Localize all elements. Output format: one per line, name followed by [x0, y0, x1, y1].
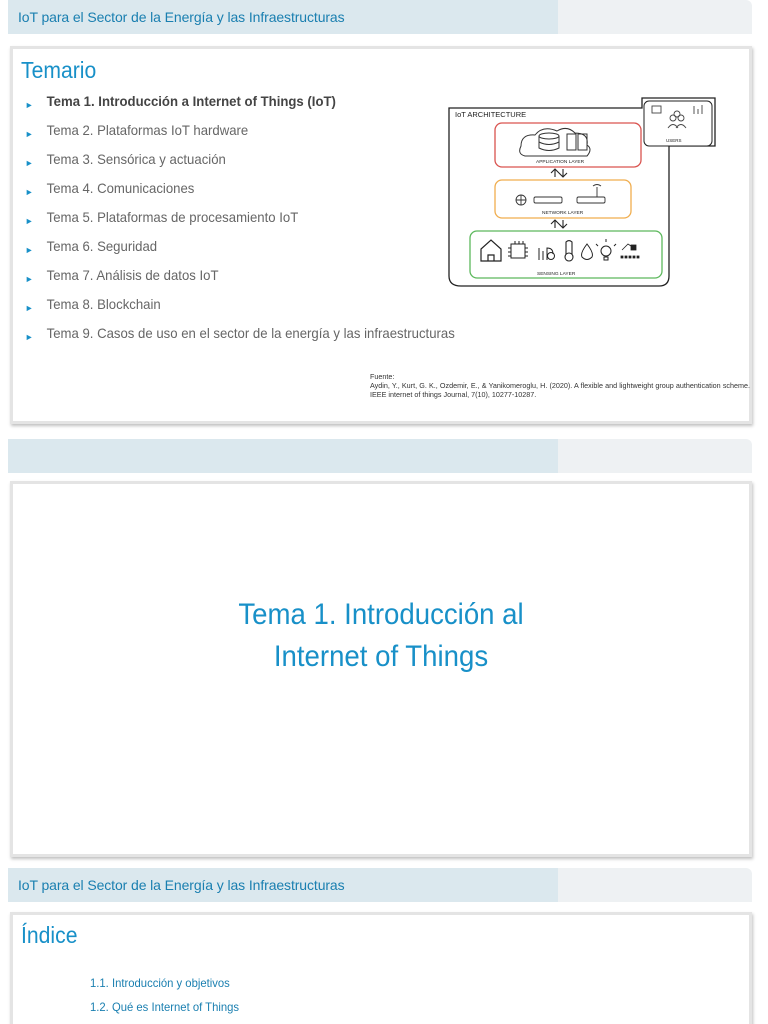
water-drop-icon [582, 244, 593, 260]
bullet-icon: ► [25, 245, 34, 255]
bullet-icon: ► [25, 216, 34, 226]
fuente-label: Fuente: [370, 372, 395, 381]
fuente-text: Aydin, Y., Kurt, G. K., Ozdemir, E., & Yanikomeroglu, H. (2020). A flexible and lightweight group authentication scheme. IEEE internet of things Journal, 7(10), 10277-10287. [370, 381, 750, 399]
topic-item: ► Tema 6. Seguridad [25, 237, 455, 266]
chip-icon [508, 241, 528, 258]
course-title: IoT para el Sector de la Energía y las Infraestructuras [18, 877, 345, 893]
users-label: USERS [666, 138, 682, 143]
topic-item: ► Tema 5. Plataformas de procesamiento IoT [25, 208, 455, 237]
bullet-icon: ► [25, 129, 34, 139]
header-bar-3 [8, 868, 752, 902]
topic-item: ► Tema 7. Análisis de datos IoT [25, 266, 455, 295]
smart-home-icon [481, 240, 501, 261]
topic-item: ► Tema 2. Plataformas IoT hardware [25, 121, 455, 150]
header-bar-2 [8, 439, 752, 473]
bullet-icon: ► [25, 187, 34, 197]
architecture-title: IoT ARCHITECTURE [455, 110, 527, 119]
arrow-icon [551, 220, 567, 228]
application-layer-label: APPLICATION LAYER [536, 160, 585, 165]
topic-item: ► Tema 9. Casos de uso en el sector de la energía y las infraestructuras [25, 324, 455, 353]
topic-item: ► Tema 1. Introducción a Internet of Things (IoT) [25, 92, 455, 121]
bullet-icon: ► [25, 158, 34, 168]
server-icon [567, 134, 587, 150]
slide-title: Temario [21, 57, 97, 83]
fuente-citation [370, 372, 750, 399]
arrow-icon [551, 169, 567, 177]
bullet-icon: ► [25, 303, 34, 313]
topic-item: ► Tema 8. Blockchain [25, 295, 455, 324]
tema-title [42, 594, 719, 678]
iot-architecture-diagram [447, 96, 717, 290]
cloud-icon [520, 128, 590, 156]
bullet-icon: ► [25, 100, 34, 110]
network-layer-label: NETWORK LAYER [542, 211, 584, 216]
lightbulb-icon [596, 239, 616, 260]
tema-title-line-2: Internet of Things [273, 640, 489, 673]
index-link[interactable]: 1.1. Introducción y objetivos [90, 976, 230, 990]
slide-tema-1-title [10, 481, 752, 857]
index-link[interactable]: 1.2. Qué es Internet of Things [90, 1000, 240, 1014]
slide-indice [10, 912, 752, 1024]
farm-sensor-icon [539, 248, 555, 260]
database-icon [539, 133, 559, 151]
robot-arm-icon [621, 244, 639, 258]
tema-title-line-1: Tema 1. Introducción al [238, 598, 524, 631]
topic-item: ► Tema 4. Comunicaciones [25, 179, 455, 208]
slide-title: Índice [21, 922, 78, 948]
course-title: IoT para el Sector de la Energía y las Infraestructuras [18, 9, 345, 25]
topic-list [25, 92, 482, 353]
header-bar-1 [8, 0, 752, 34]
topic-item: ► Tema 3. Sensórica y actuación [25, 150, 455, 179]
header-tab [8, 439, 558, 473]
sensing-layer-label: SENSING LAYER [537, 272, 576, 277]
router-icon [516, 185, 605, 206]
thermometer-icon [565, 241, 573, 262]
bullet-icon: ► [25, 332, 34, 342]
slide-temario [10, 46, 752, 424]
bullet-icon: ► [25, 274, 34, 284]
